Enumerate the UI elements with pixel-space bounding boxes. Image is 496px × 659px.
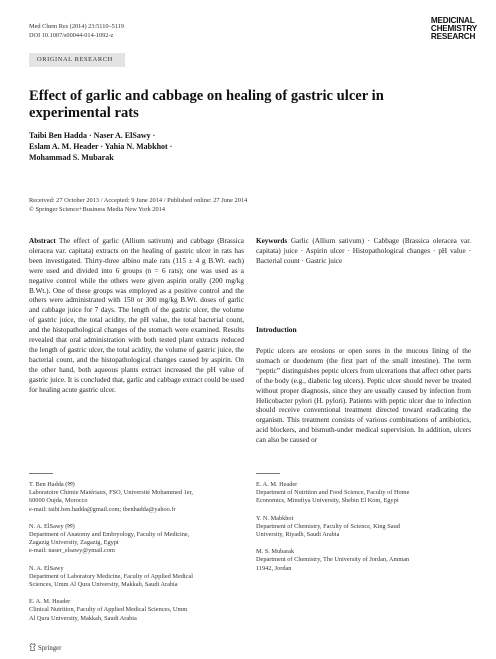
- author-line-1: Taibi Ben Hadda · Naser A. ElSawy ·: [29, 131, 156, 140]
- affiliation-name: Y. N. Mabkhot: [256, 514, 294, 522]
- abstract-text: The effect of garlic (Allium sativum) and cabbage (Brassica oleracea var. capitata) extracts on the healing of gastric ulcer in rats has been investigated. Thirty-three albino male rats (115 ± 4 g B.Wt. each) were used and divided into 6 groups (n = 6 rats); one was used as a negative control while the others were given aspirin orally (200 mg/kg B.Wt.). One of these groups was employed as a positive control and the others were administrated with 150 or 300 mg/kg B.Wt. doses of garlic and cabbage juice for 7 days. The length of the gastric ulcer, the volume of gastric juice, the total acidity, the pH value, the total bacterial count, and the histopathological changes of the stomach were examined. Results revealed that oral administration with both tested plant extracts reduced the length of gastric ulcer, the total acidity, the volume of gastric juice, the bacterial count, and the histopathological changes caused by aspirin. On the other hand, both aqueous plants extract increased the pH value of gastric juice. It is concluded that, garlic and cabbage extract could be used for healing acute gastric ulcer.: [29, 237, 244, 394]
- affiliation-line: Zagazig University, Zagazig, Egypt: [29, 539, 119, 547]
- affiliation: [29, 565, 244, 590]
- author-line-2: Eslam A. M. Header · Yahia N. Mabkhot ·: [29, 142, 173, 152]
- abstract: [29, 237, 244, 396]
- article-type-label: ORIGINAL RESEARCH: [37, 56, 113, 63]
- affiliations-left: [29, 481, 244, 623]
- affiliation-name: E. A. M. Header: [256, 481, 298, 488]
- article-type-banner: [29, 53, 125, 67]
- author-list: [29, 130, 329, 164]
- introduction-text: Peptic ulcers are erosions or open sores in the mucous lining of the stomach or duodenum (the first part of the small intestine). The term “peptic” distinguishes peptic ulcers from ulcerations that affect other parts of the body (e.g., diabetic leg ulcers). Peptic ulcer should never be treated without proper diagnosis, since they are usually caused by infection from Helicobacter pylori (H. pylori). Patients with peptic ulcer due to infection should receive conventional treatment directed toward eradicating the organism. This treatment consists of various combinations of antibiotics, acid blockers, and bismuth-under medical supervision. In addition, ulcers can also be caused or: [256, 347, 471, 445]
- affiliation-line: University, Riyadh, Saudi Arabia: [256, 531, 340, 539]
- journal-logo: [431, 17, 477, 41]
- affiliation-line: 11942, Jordan: [256, 564, 292, 572]
- affiliation: [256, 481, 471, 506]
- affiliation-line: Laboratoire Chimie Matériaux, FSO, Université Mohammed 1er,: [29, 489, 193, 497]
- history-dates: Received: 27 October 2013 / Accepted: 9 June 2014 / Published online: 27 June 2014: [29, 197, 248, 204]
- affiliation-email[interactable]: e-mail: taibi.ben.hadda@gmail.com; tbenhadda@yahoo.fr: [29, 505, 176, 513]
- affiliation-name: N. A. ElSawy: [29, 564, 64, 572]
- abstract-label: Abstract: [29, 237, 56, 245]
- affiliations-right: [256, 481, 471, 573]
- affiliation-name: E. A. M. Header: [29, 598, 71, 606]
- affiliation-line: Al Qura University, Makkah, Saudi Arabia: [29, 614, 137, 622]
- footnote-rule-right: [256, 473, 280, 474]
- affiliation: [29, 598, 244, 623]
- affiliation: [29, 481, 244, 514]
- publication-dates: [29, 197, 469, 214]
- affiliation-name: T. Ben Hadda (✉): [29, 481, 75, 488]
- affiliation-line: Department of Chemistry, The University of Jordan, Amman: [256, 556, 410, 564]
- keywords: [256, 237, 471, 267]
- affiliation-line: Department of Chemistry, Faculty of Science, King Saud: [256, 522, 400, 530]
- logo-line-3: RESEARCH: [430, 32, 476, 41]
- affiliation-name: M. S. Mubarak: [256, 548, 295, 556]
- doi: DOI 10.1007/s00044-014-1092-z: [29, 31, 114, 39]
- affiliation-line: Department of Nutrition and Food Science, Faculty of Home: [256, 489, 410, 497]
- logo-line-2: CHEMISTRY: [430, 24, 477, 33]
- publisher-name: Springer: [38, 645, 62, 652]
- copyright: © Springer Science+Business Media New York 2014: [29, 205, 166, 213]
- introduction-heading: Introduction: [256, 325, 297, 334]
- author-line-3: Mohammad S. Mubarak: [29, 153, 114, 163]
- affiliation-line: Department of Anatomy and Embryology, Faculty of Medicine,: [29, 531, 190, 539]
- footnote-rule-left: [29, 473, 53, 474]
- affiliation: [256, 548, 471, 573]
- affiliation-line: Economics, Minufiya University, Shebin El Kom, Egypt: [256, 497, 399, 505]
- affiliation-line: 60000 Oujda, Morocco: [29, 497, 88, 505]
- affiliation-line: Clinical Nutrition, Faculty of Applied Medical Sciences, Umm: [29, 606, 188, 614]
- affiliation-line: Sciences, Umm Al Qura University, Makkah, Saudi Arabia: [29, 581, 178, 589]
- keywords-text: Garlic (Allium sativum) · Cabbage (Brassica oleracea var. capitata) juice · Aspirin ulcer · Histopathological changes · pH value · Bacterial count · Gastric juice: [256, 237, 472, 265]
- springer-horse-icon: [29, 643, 36, 651]
- affiliation: [256, 515, 471, 540]
- logo-line-1: MEDICINAL: [430, 16, 475, 25]
- affiliation: [29, 523, 244, 556]
- keywords-label: Keywords: [256, 237, 288, 245]
- affiliation-line: Department of Laboratory Medicine, Faculty of Applied Medical: [29, 572, 194, 580]
- affiliation-email[interactable]: e-mail: naser_elsawy@ymail.com: [29, 547, 115, 555]
- journal-citation-block: [29, 23, 124, 40]
- affiliation-name: N. A. ElSawy (✉): [29, 522, 75, 530]
- paper-title: Effect of garlic and cabbage on healing of gastric ulcer in experimental rats: [29, 88, 384, 121]
- publisher-footer: [29, 643, 61, 652]
- journal-citation: Med Chem Res (2014) 23:5110–5119: [29, 23, 125, 30]
